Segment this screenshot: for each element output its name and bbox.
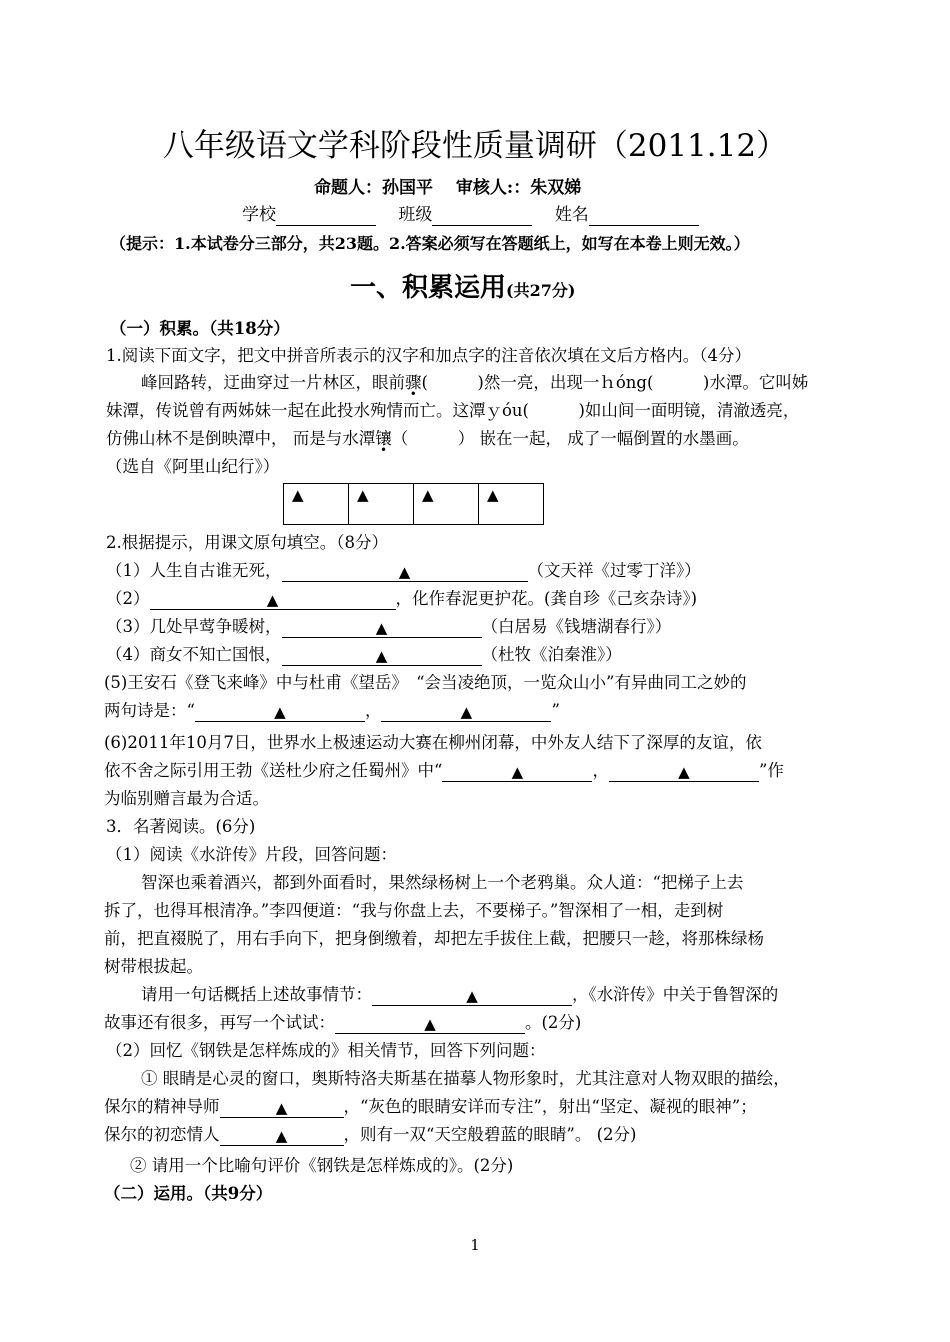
q2-item6-line3: 为临别赠言最为合适。 <box>104 789 269 808</box>
q1-passage-line2: 妹潭，传说曾有两姊妹一起在此投水殉情而亡。这潭ｙóu( )如山间一面明镜，清澈透亮， <box>106 401 800 420</box>
q1-text: 仿佛山林不是倒映潭中， 而是与水潭 <box>106 429 376 448</box>
q2-item6-line2: 依不舍之际引用王勃《送杜少府之任蜀州》中“ ▲ ， ▲ ”作 <box>104 761 784 781</box>
q1-text: 峰回路转，迂曲穿过一片林区，眼前 <box>141 373 405 392</box>
answer-cell[interactable]: ▲ <box>414 484 479 525</box>
q3-answer2: 故事还有很多，再写一个试试： ▲ 。(2分) <box>104 1013 582 1033</box>
q2-item5-line1: (5)王安石《登飞来峰》中与杜甫《望岳》 “会当凌绝顶，一览众山小”有异曲同工之妙的 <box>104 673 747 692</box>
q1-passage-line3 <box>106 428 749 450</box>
answer-grid <box>283 483 544 525</box>
q2-item3: （3）几处早莺争暖树， ▲ （白居易《钱塘湖春行》） <box>106 617 672 637</box>
student-info-line <box>242 204 699 226</box>
q3-passage-line1: 智深也乘着酒兴，都到外面看时，果然绿杨树上一个老鸦巢。众人道：“把梯子上去 <box>141 873 744 892</box>
exam-notice: （提示：1.本试卷分三部分，共23题。2.答案必须写在答题纸上，如写在本卷上则无效。） <box>110 234 750 253</box>
q2-item6-line1: (6)2011年10月7日，世界水上极速运动大赛在柳州闭幕，中外友人结下了深厚的友谊，依 <box>104 733 762 752</box>
q2-item4: （4）商女不知亡国恨， ▲ （杜牧《泊秦淮》） <box>106 645 622 665</box>
dotted-char: 骤 <box>405 373 422 392</box>
q3-c1: ① 眼睛是心灵的窗口，奥斯特洛夫斯基在描摹人物形象时，尤其注意对人物双眼的描绘， <box>141 1069 790 1088</box>
class-label: 班级 <box>398 205 433 225</box>
part2-heading: （二）运用。（共9分） <box>104 1184 273 1203</box>
q3-c2: 保尔的精神导师 ▲ ，“灰色的眼睛安详而专注”，射出“坚定、凝视的眼神”； <box>104 1097 757 1117</box>
part1-heading: （一）积累。（共18分） <box>110 319 290 338</box>
page-number: 1 <box>470 1236 480 1254</box>
q2-item2: （2） ▲ ，化作春泥更护花。(龚自珍《己亥杂诗》) <box>106 589 698 609</box>
q2-stem: 2.根据提示，用课文原句填空。（8分） <box>106 533 388 552</box>
q2-item5-line2: 两句诗是：“ ▲ ， ▲ ” <box>104 701 560 721</box>
q1-stem: 1.阅读下面文字，把文中拼音所表示的汉字和加点字的注音依次填在文后方格内。（4分） <box>106 346 751 365</box>
q3-c3: 保尔的初恋情人 ▲ ，则有一双“天空般碧蓝的眼睛”。 (2分) <box>104 1125 637 1145</box>
q1-passage-line1 <box>141 372 808 394</box>
q2-item1: （1）人生自古谁无死， ▲ （文天祥《过零丁洋》） <box>106 561 701 581</box>
q3-passage-line2: 拆了，也得耳根清净。”李四便道：“我与你盘上去，不要梯子。”智深相了一相，走到树 <box>104 901 724 920</box>
section-title <box>350 271 575 308</box>
page-title: 八年级语文学科阶段性质量调研（2011.12） <box>162 128 788 164</box>
section-title-text: 一、积累运用 <box>350 273 507 303</box>
section-score: (共27分) <box>506 281 576 300</box>
name-label: 姓名 <box>554 205 589 225</box>
school-label: 学校 <box>242 205 276 225</box>
answer-cell[interactable]: ▲ <box>284 484 349 525</box>
q3-stem: 3．名著阅读。(6分) <box>106 817 256 836</box>
q3-passage-line3: 前，把直裰脱了，用右手向下，把身倒缴着，却把左手拔住上截，把腰只一趁，将那株绿杨 <box>104 929 764 948</box>
q3-sub2: （2）回忆《钢铁是怎样炼成的》相关情节，回答下列问题： <box>106 1041 546 1060</box>
q3-c4: ② 请用一个比喻句评价《钢铁是怎样炼成的》。(2分) <box>130 1156 514 1175</box>
dotted-char: 镶 <box>375 429 392 448</box>
q3-passage-line4: 树带根拔起。 <box>104 957 203 976</box>
answer-cell[interactable]: ▲ <box>479 484 544 525</box>
q1-text: ( )然一亮，出现一ｈóng( )水潭。它叫姊 <box>421 373 809 392</box>
authors-line: 命题人：孙国平 审核人:：朱双娣 <box>314 178 582 198</box>
q1-text: （ ） 嵌在一起， 成了一幅倒置的水墨画。 <box>391 429 749 448</box>
q3-sub1: （1）阅读《水浒传》片段，回答问题： <box>106 845 397 864</box>
q3-answer1: 请用一句话概括上述故事情节： ▲ ，《水浒传》中关于鲁智深的 <box>141 985 779 1005</box>
q1-source: （选自《阿里山纪行》） <box>106 457 280 476</box>
answer-cell[interactable]: ▲ <box>349 484 414 525</box>
